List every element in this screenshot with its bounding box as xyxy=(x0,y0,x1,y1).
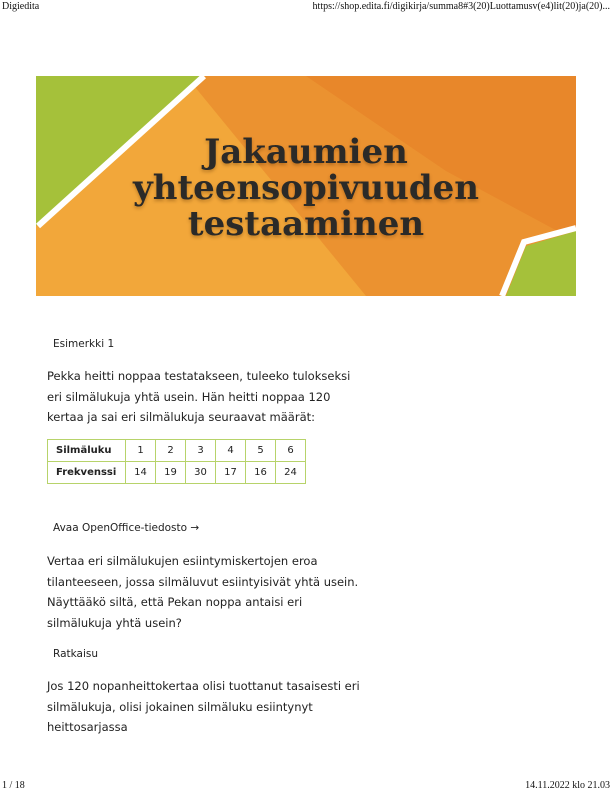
solution-toggle[interactable]: Ratkaisu xyxy=(53,648,98,660)
table-cell: 17 xyxy=(216,462,246,484)
frequency-table xyxy=(47,439,306,484)
row-header-silmaluku: Silmäluku xyxy=(48,440,126,462)
table-cell: 30 xyxy=(186,462,216,484)
table-cell: 3 xyxy=(186,440,216,462)
chapter-title-line: testaaminen xyxy=(187,204,425,244)
table-cell: 14 xyxy=(126,462,156,484)
table-row xyxy=(48,462,306,484)
print-footer-timestamp: 14.11.2022 klo 21.03 xyxy=(525,780,610,791)
table-cell: 19 xyxy=(156,462,186,484)
table-cell: 4 xyxy=(216,440,246,462)
example-question: Vertaa eri silmälukujen esiintymiskertojen eroa tilanteeseen, jossa silmäluvut esiintyisivät yhtä usein. Näyttääkö siltä, että Pekan noppa antaisi eri silmälukuja yhtä usein? xyxy=(47,554,359,630)
print-footer-page: 1 / 18 xyxy=(2,780,25,791)
example-intro: Pekka heitti noppaa testatakseen, tuleeko tulokseksi eri silmälukuja yhtä usein. Hän heitti noppaa 120 kertaa ja sai eri silmälukuja seuraavat määrät: xyxy=(47,369,351,424)
table-cell: 24 xyxy=(276,462,306,484)
print-header-title: Digiedita xyxy=(2,1,40,12)
table-cell: 6 xyxy=(276,440,306,462)
print-header-url: https://shop.edita.fi/digikirja/summa8#3(20)Luottamusv(e4)lit(20)ja(20)... xyxy=(312,1,610,12)
solution-text: Jos 120 nopanheittokertaa olisi tuottanut tasaisesti eri silmälukuja, olisi jokainen silmäluku esiintynyt heittosarjassa xyxy=(47,679,360,734)
open-openoffice-link[interactable]: Avaa OpenOffice-tiedosto → xyxy=(53,522,200,534)
chapter-title xyxy=(36,134,576,242)
chapter-title-line: yhteensopivuuden xyxy=(133,168,479,208)
chapter-title-line: Jakaumien xyxy=(204,132,408,172)
row-header-frekvenssi: Frekvenssi xyxy=(48,462,126,484)
table-cell: 2 xyxy=(156,440,186,462)
example-toggle[interactable]: Esimerkki 1 xyxy=(53,338,115,350)
table-cell: 16 xyxy=(246,462,276,484)
chapter-banner xyxy=(36,76,576,296)
table-cell: 5 xyxy=(246,440,276,462)
table-cell: 1 xyxy=(126,440,156,462)
table-row xyxy=(48,440,306,462)
